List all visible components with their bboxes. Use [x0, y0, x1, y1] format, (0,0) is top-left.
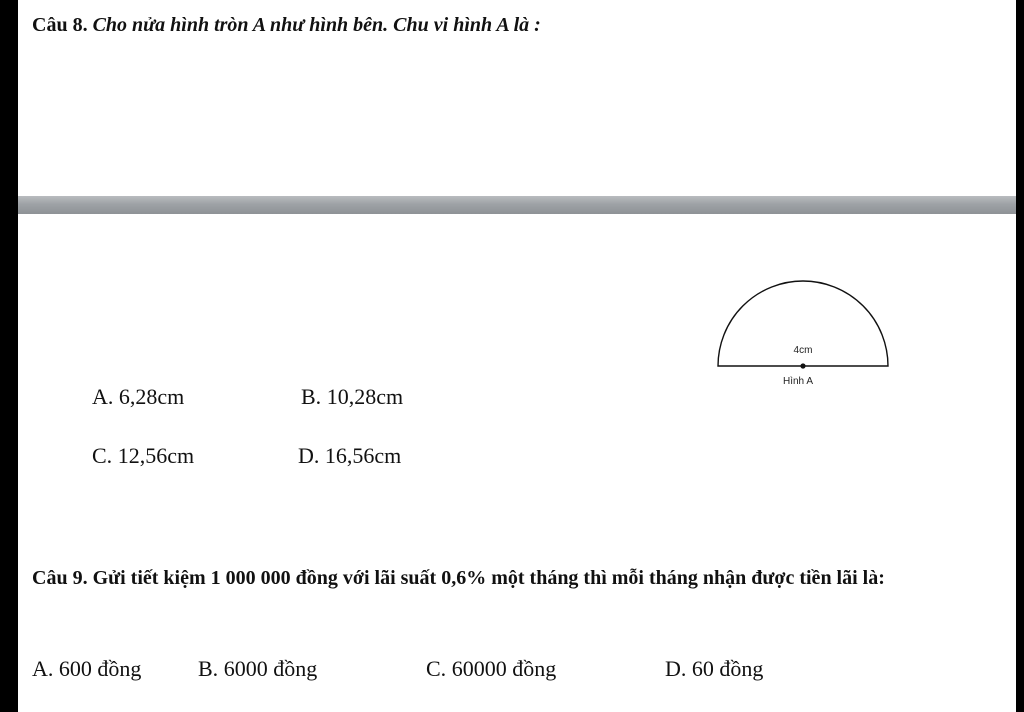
q8-option-a[interactable] [92, 384, 184, 410]
question-9-title: Câu 9. Gửi tiết kiệm 1 000 000 đồng với lãi suất 0,6% một tháng thì mỗi tháng nhận được tiền lãi là: [32, 567, 885, 589]
question-8-number: Câu 8. [32, 14, 88, 36]
question-8-text: Cho nửa hình tròn A như hình bên. Chu vi hình A là : [92, 14, 541, 36]
diameter-label: 4cm [793, 345, 813, 356]
semicircle-drawing [712, 276, 902, 396]
q8-option-a-text: 6,28cm [118, 384, 185, 409]
q9-option-c-letter: C. [426, 656, 447, 681]
q8-option-b-text: 10,28cm [326, 384, 404, 409]
q9-option-b[interactable] [198, 656, 317, 682]
question-8-title [32, 14, 541, 37]
page-top [18, 0, 1016, 196]
q8-option-d-letter: D. [298, 443, 320, 468]
q9-option-c-text: 60000 đồng [451, 656, 557, 681]
center-point [800, 363, 805, 368]
q9-option-d-letter: D. [665, 656, 687, 681]
page-separator [18, 196, 1016, 214]
q9-option-d[interactable] [665, 656, 763, 682]
q9-option-a-text: 600 đồng [58, 656, 142, 681]
q8-option-c[interactable] [92, 443, 194, 469]
q9-option-c[interactable] [426, 656, 556, 682]
q8-option-b-letter: B. [301, 384, 322, 409]
q9-option-b-text: 6000 đồng [223, 656, 318, 681]
q9-option-d-text: 60 đồng [691, 656, 764, 681]
q8-option-b[interactable] [301, 384, 403, 410]
q9-option-a[interactable] [32, 656, 141, 682]
q9-option-a-letter: A. [32, 656, 54, 681]
q9-option-b-letter: B. [198, 656, 219, 681]
figure-caption: Hình A [782, 376, 814, 387]
q8-option-c-text: 12,56cm [117, 443, 195, 468]
q8-option-a-letter: A. [92, 384, 114, 409]
q8-option-d[interactable] [298, 443, 401, 469]
q8-option-d-text: 16,56cm [324, 443, 402, 468]
semicircle-figure [712, 276, 902, 396]
page-bottom [18, 214, 1016, 712]
q8-option-c-letter: C. [92, 443, 113, 468]
